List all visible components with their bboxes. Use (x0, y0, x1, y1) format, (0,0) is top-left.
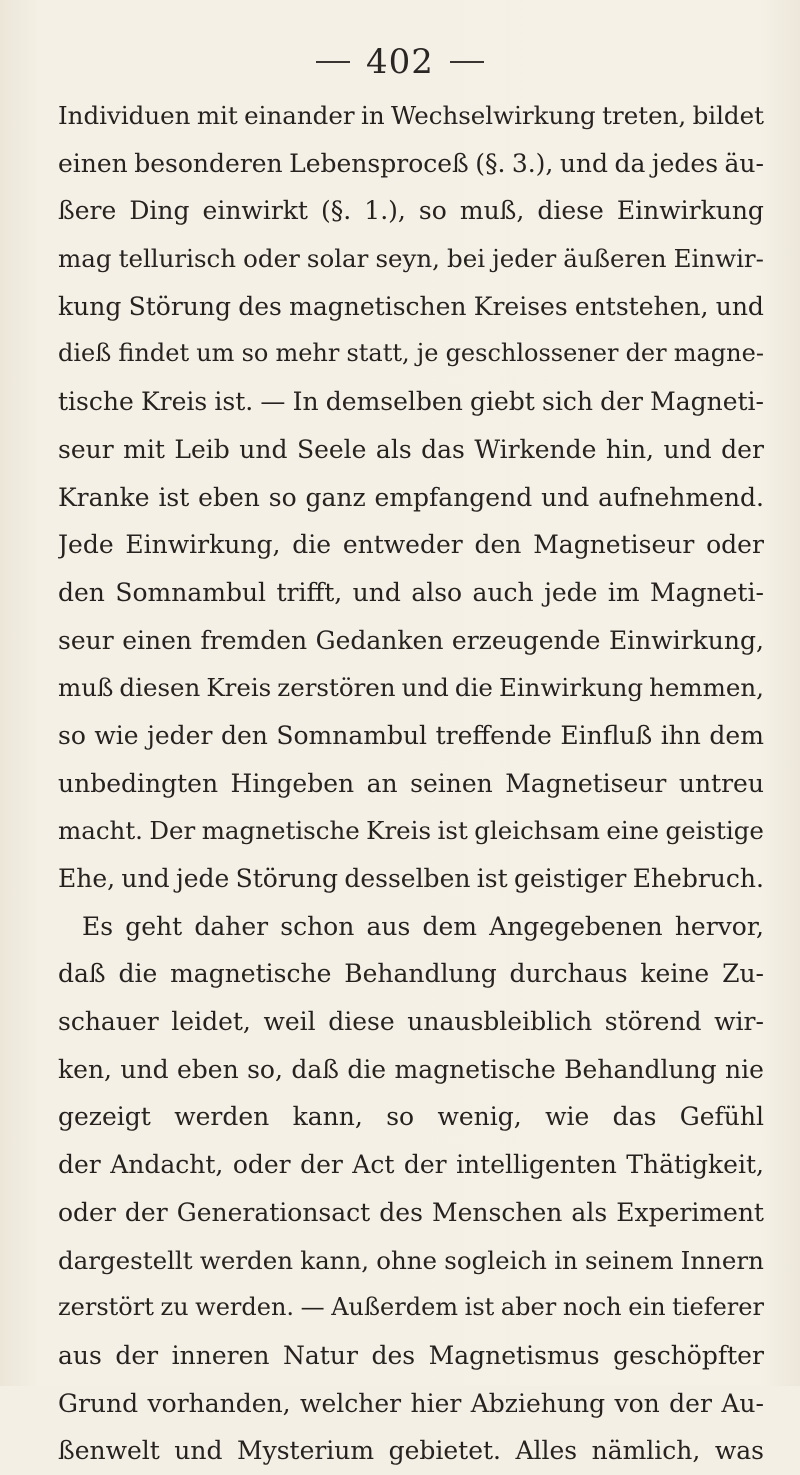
text-line (58, 903, 764, 951)
word: bei (447, 244, 486, 274)
word: so (241, 339, 269, 368)
word: oder (232, 1150, 291, 1180)
word: ist (476, 864, 508, 893)
word: Wirkende (474, 434, 597, 464)
word: solar (306, 244, 369, 274)
word: Störung (235, 864, 338, 893)
word: und (541, 482, 590, 512)
word: hervor, (674, 911, 764, 941)
word: entweder (342, 530, 463, 560)
word: ohne (376, 1245, 438, 1275)
word: Magnetiseur (505, 768, 667, 798)
word: Mysterium (236, 1436, 375, 1466)
word: wie (545, 1102, 590, 1132)
word: Behandlung (564, 1054, 717, 1084)
word: fremden (200, 625, 308, 655)
word: geht (125, 911, 183, 941)
word: Kreis (366, 816, 432, 846)
word: oder (243, 244, 300, 274)
text-line (58, 474, 764, 522)
header-dash-right (450, 61, 484, 63)
word: mit (123, 434, 165, 464)
word: schon (280, 911, 355, 941)
page-number: 402 (366, 42, 434, 82)
word: mehr (275, 339, 340, 368)
word: nämlich, (591, 1436, 701, 1466)
word: und (401, 673, 449, 703)
word: den (58, 577, 105, 607)
word: Störung (128, 291, 231, 321)
word: magnetischen (289, 291, 467, 321)
word: Kreis (140, 387, 208, 417)
word: nie (725, 1054, 764, 1084)
word: welcher (300, 1388, 402, 1418)
word: das (421, 434, 465, 464)
word: giebt (470, 387, 535, 417)
word: Kreis (206, 673, 272, 703)
text-line (58, 617, 764, 665)
page-header (0, 40, 800, 84)
word: einen (122, 625, 192, 655)
word: mag (58, 244, 112, 274)
word: an (366, 768, 398, 798)
word: Jede (58, 530, 114, 560)
word: der (721, 434, 764, 464)
word: Kreises (473, 291, 568, 321)
word: also (411, 577, 463, 607)
text-line (58, 1189, 764, 1237)
word: geistige (665, 816, 764, 846)
word: Zu- (722, 959, 764, 989)
word: Gedanken (315, 625, 444, 655)
word: aber (500, 1293, 557, 1322)
text-line (58, 521, 764, 569)
word: erzeugende (451, 625, 601, 655)
word: und (121, 864, 170, 893)
word: ßere (58, 196, 117, 226)
text-line (58, 950, 764, 998)
word: demselben (325, 387, 463, 417)
word: kung (58, 291, 122, 321)
word: als (571, 1197, 608, 1227)
word: muß, (459, 196, 525, 226)
word: kann, (300, 1245, 370, 1275)
text-line (58, 855, 764, 903)
word: hin, (605, 434, 655, 464)
word: magnetische (394, 1054, 556, 1084)
word: besonderen (134, 148, 283, 178)
word: Einwir- (673, 244, 764, 274)
word: desselben (344, 864, 471, 893)
word: so, (247, 1054, 283, 1084)
text-line (58, 664, 764, 712)
word: eben (198, 482, 260, 512)
word: Kranke (58, 482, 150, 512)
word: leidet, (171, 1007, 251, 1037)
word: (§. (475, 148, 506, 178)
text-line (58, 569, 764, 617)
word: ihn (660, 720, 701, 750)
word: dem (709, 720, 764, 750)
word: der (124, 1197, 168, 1227)
word: bildet (692, 101, 764, 130)
word: Ehe, (58, 864, 116, 893)
word: zu (160, 1293, 189, 1322)
word: der (300, 1150, 343, 1180)
word: Grund (58, 1388, 139, 1418)
word: seinem (585, 1245, 674, 1275)
text-line (58, 92, 764, 140)
text-line (58, 1284, 764, 1332)
word: tellurisch (118, 244, 237, 274)
word: seinen (410, 768, 493, 798)
word: die (454, 673, 493, 703)
word: keine (640, 959, 710, 989)
word: den (220, 720, 268, 750)
word: und (120, 1054, 169, 1084)
word: werden. (195, 1293, 295, 1322)
word: magne- (673, 339, 764, 368)
text-line (58, 1380, 764, 1428)
word: weil (263, 1007, 316, 1037)
word: intelligenten (456, 1150, 617, 1180)
word: der (58, 1150, 101, 1180)
word: so (418, 196, 447, 226)
word: kann, (292, 1102, 363, 1132)
word: die (292, 530, 332, 560)
word: einen (58, 148, 128, 178)
word: jedes (651, 148, 719, 178)
word: In (292, 387, 319, 417)
text-line (58, 1427, 764, 1475)
word: Der (149, 816, 196, 846)
word: des (371, 1340, 416, 1370)
word: Ehebruch. (632, 864, 764, 893)
word: empfangend (374, 482, 533, 512)
word: je (416, 339, 439, 368)
word: diese (537, 196, 604, 226)
word: und (352, 577, 401, 607)
word: Magneti- (650, 387, 764, 417)
word: Generationsact (176, 1197, 371, 1227)
word: hier (410, 1388, 462, 1418)
word: den (474, 530, 522, 560)
word: Seele (296, 434, 367, 464)
word: der (625, 339, 667, 368)
word: ein (628, 1293, 666, 1322)
word: (§. (321, 196, 352, 226)
word: magnetische (201, 816, 360, 846)
text-line (58, 998, 764, 1046)
word: äu- (724, 148, 764, 178)
word: so (268, 482, 297, 512)
word: im (607, 577, 640, 607)
text-line (58, 283, 764, 331)
text-line (58, 807, 764, 855)
word: Leib (174, 434, 230, 464)
word: Einwirkung (616, 196, 764, 226)
word: diesen (119, 673, 201, 703)
word: Innern (680, 1245, 764, 1275)
word: gebietet. (388, 1436, 502, 1466)
word: wenig, (437, 1102, 522, 1132)
word: was (714, 1436, 764, 1466)
word: ken, (58, 1054, 112, 1084)
word: und (663, 434, 712, 464)
word: in (554, 1245, 578, 1275)
word: Ding (129, 196, 190, 226)
word: oder (706, 530, 764, 560)
word: — (300, 1293, 325, 1322)
text-line (58, 1141, 764, 1189)
word: sogleich (444, 1245, 547, 1275)
word: geistiger (513, 864, 627, 893)
word: in (361, 101, 385, 130)
word: dargestellt (58, 1245, 193, 1275)
word: wir- (714, 1007, 764, 1037)
word: schauer (58, 1007, 159, 1037)
word: noch (562, 1293, 622, 1322)
text-line (58, 760, 764, 808)
word: die (347, 1054, 387, 1084)
word: untreu (678, 768, 764, 798)
text-line (58, 1237, 764, 1285)
word: daher (194, 911, 269, 941)
word: äußeren (563, 244, 667, 274)
word: entstehen, (574, 291, 709, 321)
word: und (239, 434, 288, 464)
word: die (118, 959, 158, 989)
word: dem (422, 911, 477, 941)
word: ganz (305, 482, 366, 512)
word: Es (82, 911, 114, 941)
word: störend (604, 1007, 702, 1037)
word: gezeigt (58, 1102, 151, 1132)
word: — (260, 387, 286, 417)
word: zerstört (58, 1293, 154, 1322)
word: oder (58, 1197, 116, 1227)
word: treten, (602, 101, 687, 130)
word: Einwirkung, (125, 530, 281, 560)
word: Gefühl (679, 1102, 764, 1132)
word: tieferer (672, 1293, 764, 1322)
word: aus (58, 1340, 102, 1370)
word: Magneti- (650, 577, 764, 607)
word: aufnehmend. (598, 482, 764, 512)
word: einwirkt (202, 196, 308, 226)
word: dieß (58, 339, 112, 368)
text-line (58, 187, 764, 235)
word: da (614, 148, 646, 178)
word: gleichsam (474, 816, 600, 846)
text-line (58, 140, 764, 188)
word: macht. (58, 816, 143, 846)
word: der (115, 1340, 159, 1370)
word: geschlossener (445, 339, 619, 368)
word: daß (291, 1054, 339, 1084)
word: als (375, 434, 412, 464)
word: Au- (721, 1388, 764, 1418)
word: ist (158, 482, 190, 512)
word: Experiment (616, 1197, 764, 1227)
word: werden (199, 1245, 293, 1275)
word: so (386, 1102, 415, 1132)
word: mit (196, 101, 238, 130)
word: seur (58, 625, 114, 655)
word: und (174, 1436, 223, 1466)
word: der (600, 387, 643, 417)
word: zerstören (277, 673, 396, 703)
text-line (58, 1093, 764, 1141)
word: aus (366, 911, 411, 941)
word: eben (177, 1054, 239, 1084)
text-line (58, 426, 764, 474)
word: Alles (515, 1436, 578, 1466)
word: werden (174, 1102, 270, 1132)
word: magnetische (170, 959, 332, 989)
word: jeder (492, 244, 557, 274)
word: Lebensproceß (289, 148, 469, 178)
word: wie (94, 720, 139, 750)
word: 3.), (511, 148, 554, 178)
word: Somnambul (115, 577, 267, 607)
word: findet (118, 339, 190, 368)
text-line (58, 378, 764, 426)
word: ist (464, 1293, 495, 1322)
word: der (403, 1150, 447, 1180)
word: der (669, 1388, 712, 1418)
word: ist. (214, 387, 254, 417)
word: Behandlung (344, 959, 497, 989)
word: geschöpfter (613, 1340, 764, 1370)
word: Abziehung (470, 1388, 606, 1418)
word: Individuen (58, 101, 191, 130)
word: Einwirkung (498, 673, 644, 703)
word: statt, (346, 339, 410, 368)
text-line (58, 1046, 764, 1094)
text-line (58, 235, 764, 283)
word: und (715, 291, 764, 321)
word: Magnetiseur (533, 530, 695, 560)
body-text (58, 92, 764, 1475)
text-line (58, 712, 764, 760)
word: von (614, 1388, 660, 1418)
word: hemmen, (649, 673, 764, 703)
word: Einfluß (560, 720, 653, 750)
word: Einwirkung, (608, 625, 764, 655)
word: eine (606, 816, 660, 846)
text-line (58, 1332, 764, 1380)
word: einander (244, 101, 355, 130)
word: daß (58, 959, 106, 989)
word: treffende (435, 720, 552, 750)
word: Hingeben (230, 768, 355, 798)
word: trifft, (276, 577, 343, 607)
word: und (559, 148, 609, 178)
word: Act (352, 1150, 395, 1180)
word: so (58, 720, 86, 750)
word: jede (175, 864, 230, 893)
word: des (238, 291, 282, 321)
word: Thätigkeit, (626, 1150, 764, 1180)
word: diese (328, 1007, 395, 1037)
word: um (196, 339, 235, 368)
word: Menschen (432, 1197, 563, 1227)
word: ist (437, 816, 468, 846)
word: inneren (171, 1340, 270, 1370)
word: 1.), (364, 196, 406, 226)
word: Wechselwirkung (391, 101, 596, 130)
word: auch (472, 577, 534, 607)
text-line (58, 330, 764, 378)
word: Magnetismus (428, 1340, 600, 1370)
word: muß (58, 673, 114, 703)
word: Andacht, (110, 1150, 224, 1180)
word: unausbleiblich (407, 1007, 593, 1037)
word: das (612, 1102, 657, 1132)
word: tische (58, 387, 134, 417)
word: unbedingten (58, 768, 219, 798)
word: Angegebenen (489, 911, 663, 941)
word: Somnambul (276, 720, 428, 750)
word: des (379, 1197, 423, 1227)
word: sich (542, 387, 593, 417)
word: seyn, (375, 244, 440, 274)
word: Außerdem (331, 1293, 459, 1322)
word: jede (544, 577, 598, 607)
word: vorhanden, (147, 1388, 291, 1418)
word: durchaus (509, 959, 628, 989)
word: jeder (147, 720, 213, 750)
word: Natur (283, 1340, 358, 1370)
word: seur (58, 434, 114, 464)
word: ßenwelt (58, 1436, 160, 1466)
header-dash-left (316, 61, 350, 63)
